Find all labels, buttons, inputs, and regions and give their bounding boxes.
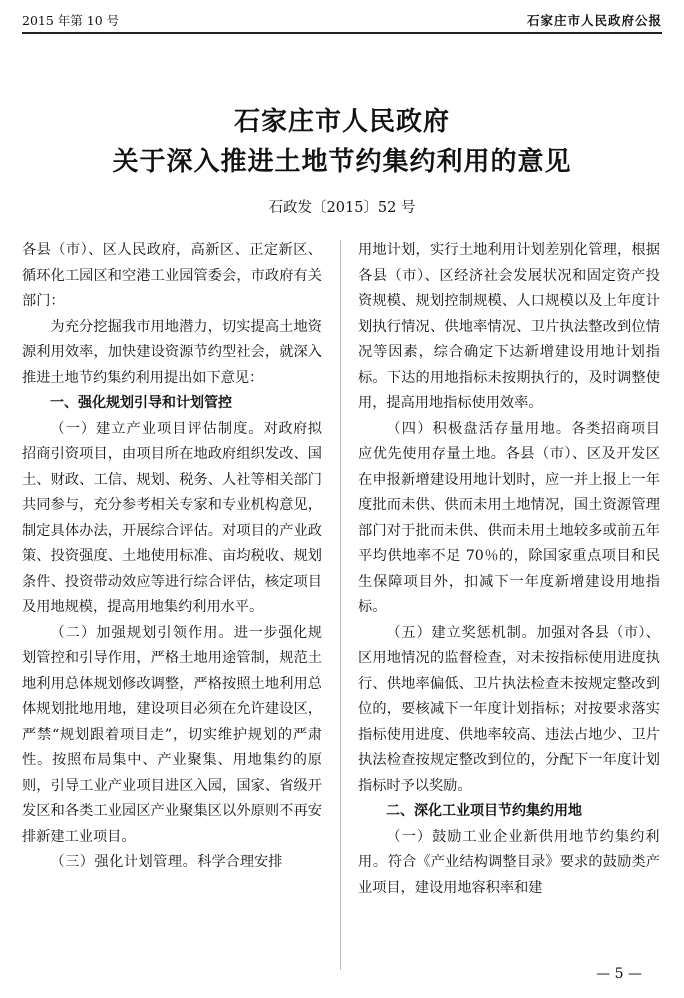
item4-paragraph — [358, 417, 660, 621]
item2-1-paragraph — [358, 825, 660, 902]
publication-name: 石家庄市人民政府公报 — [526, 13, 662, 28]
item5-paragraph — [358, 621, 660, 800]
intro-paragraph: 为充分挖掘我市用地潜力，切实提高土地资源利用效率，加快建设资源节约型社会，就深入推进土地节约集约利用提出如下意见： — [22, 318, 322, 386]
section2-heading: 二、深化工业项目节约集约用地 — [386, 803, 582, 819]
page-header — [22, 8, 662, 34]
document-title-line2: 关于深入推进土地节约集约利用的意见 — [112, 147, 572, 177]
right-column — [358, 238, 660, 901]
item3-continuation: 用地计划，实行土地利用计划差别化管理，根据各县（市）、区经济社会发展状况和固定资产投资规模、规划控制规模、人口规模以及上年度计划执行情况、供地率情况、卫片执法整改到位情况等因素，综合确定下达新增建设用地计划指标。下达的用地指标未按期执行的，及时调整使用，提高用地指标使用效率。 — [358, 242, 660, 411]
item3-title: （三）强化计划管理。 — [50, 854, 198, 870]
issue-label: 2015 年第 10 号 — [22, 13, 120, 28]
item2-1-text: 符合《产业结构调整目录》要求的鼓励类产业项目，建设用地容积率和建 — [358, 854, 660, 896]
item1-paragraph — [22, 417, 322, 621]
document-number: 石政发〔2015〕52 号 — [268, 200, 416, 216]
item3-text: 科学合理安排 — [197, 854, 283, 870]
item2-title: （二）加强规划引领作用。 — [50, 624, 234, 641]
item5-text: 加强对各县（市）、区用地情况的监督检查，对未按指标使用进度执行、供地率偏低、卫片执法检查未按规定整改到位的，要核减下一年度计划指标；对按要求落实指标使用进度、供地率较高、违法占地少、卫片执法检查按规定整改到位的，分配下一年度计划指标时予以奖励。 — [358, 624, 660, 794]
item5-title: （五）建立奖惩机制。 — [386, 624, 537, 641]
column-divider — [340, 240, 341, 970]
addressee: 各县（市）、区人民政府，高新区、正定新区、循环化工园区和空港工业园管委会，市政府有关部门： — [22, 242, 322, 309]
item3-paragraph — [22, 850, 322, 876]
item2-paragraph — [22, 621, 322, 851]
left-column — [22, 238, 322, 876]
item1-text: 对政府拟招商引资项目，由项目所在地政府组织发改、国土、财政、工信、规划、税务、人社等相关部门共同参与，充分参考相关专家和专业机构意见，制定具体办法，开展综合评估。对项目的产业政策、投资强度、土地使用标准、亩均税收、规划条件、投资带动效应等进行综合评估，核定项目及用地规模，提高用地集约利用水平。 — [22, 420, 322, 615]
item1-title: （一）建立产业项目评估制度。 — [50, 420, 264, 437]
page-number: — 5 — — [596, 966, 642, 982]
section1-heading: 一、强化规划引导和计划管控 — [50, 395, 232, 411]
item4-text: 各类招商项目应优先使用存量土地。各县（市）、区及开发区在申报新增建设用地计划时，应一并上报上一年度批而未供、供而未用土地情况，国土资源管理部门对于批而未供、供而未用土地较多或前五年平均供地率不足 70％的，除国家重点项目和民生保障项目外，扣减下一年度新增建设用地指标。 — [358, 420, 660, 615]
item2-1-title: （一）鼓励工业企业新供用地节约集约利用。 — [358, 828, 660, 870]
item4-title: （四）积极盘活存量用地。 — [386, 420, 572, 437]
document-title-line1: 石家庄市人民政府 — [233, 107, 450, 137]
item2-text: 进一步强化规划管控和引导作用，严格土地用途管制，规范土地利用总体规划修改调整，严格按照土地利用总体规划批地用地，建设项目必须在允许建设区，严禁“规划跟着项目走”，切实维护规划的严肃性。按照布局集中、产业聚集、用地集约的原则，引导工业产业项目进区入园，国家、省级开发区和各类工业园区产业聚集区以外原则不再安排新建工业项目。 — [22, 624, 322, 845]
